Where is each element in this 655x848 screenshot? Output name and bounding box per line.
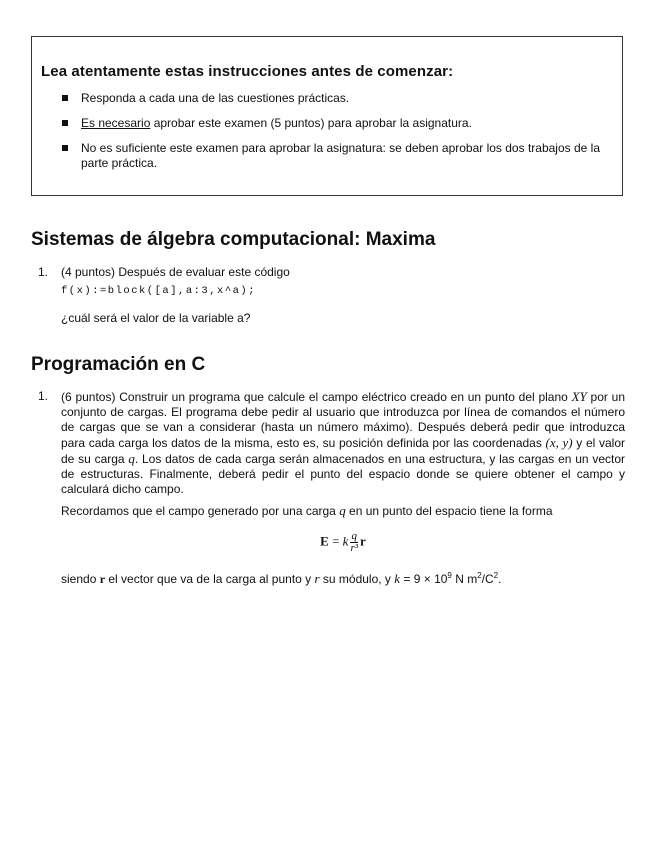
- bullet-icon: [62, 145, 68, 151]
- section-title-c: Programación en C: [31, 354, 206, 375]
- formula-intro: Recordamos que el campo generado por una carga q en un punto del espacio tiene la forma: [61, 503, 553, 518]
- instruction-item: Responda a cada una de las cuestiones prácticas.: [41, 91, 612, 106]
- instruction-item: No es suficiente este examen para aprobar la asignatura: se deben aprobar los dos trabajos de la parte práctica.: [41, 141, 612, 171]
- bullet-icon: [62, 120, 68, 126]
- question-text: ¿cuál será el valor de la variable a?: [61, 311, 251, 325]
- field-formula: E = k $\frac{q}{\text{r³}}$ r: [320, 530, 366, 554]
- c-question: 1. (6 puntos) Construir un programa que calcule el campo eléctrico creado en un punto del plano XY por un conjunto de cargas. El programa debe pedir al usuario que introduzca por línea de comandos el número de cargas que se van a considerar (hasta un número máximo). Después deberá pedir que introduzca para cada carga los datos de la misma, esto es, su posición definida por las coordenadas (x, y) y el valor de su carga q. Los datos de cada carga serán almacenados en una estructura, y las cargas en un vector de estructuras. Finalmente, deberá pedir el punto del espacio donde se quiere obtener el campo y calculará dicho campo. Recordamos que el campo generado por una carga q en un punto del espacio tiene la forma E = k $\frac{q}{\text{r³}}$ r siendo r el vector que va de la carga al punto y r su módulo, y $k = 9 \times 10^9$ N $m^2/C^2$.: [38, 389, 626, 586]
- instructions-list: [41, 91, 612, 171]
- instruction-item: Es necesario aprobar este examen (5 puntos) para aprobar la asignatura.: [41, 116, 612, 131]
- code-snippet: f(x):=block([a],a:3,x^a);: [61, 285, 257, 297]
- maxima-question: 1. (4 puntos) Después de evaluar este código f(x):=block([a],a:3,x^a); ¿cuál será el valor de la variable a?: [31, 265, 625, 326]
- formula-explanation: siendo r el vector que va de la carga al punto y r su módulo, y $k = 9 \times 10^9$ N $m^2/C^2$.: [61, 571, 502, 586]
- bullet-icon: [62, 95, 68, 101]
- question-intro: (4 puntos) Después de evaluar este código: [61, 265, 290, 279]
- instructions-title: Lea atentamente estas instrucciones antes de comenzar:: [41, 63, 454, 80]
- section-title-maxima: Sistemas de álgebra computacional: Maxima: [31, 229, 436, 250]
- question-paragraph: (6 puntos) Construir un programa que calcule el campo eléctrico creado en un punto del plano XY por un conjunto de cargas. El programa debe pedir al usuario que introduzca por línea de comandos el número de cargas que se van a considerar (hasta un número máximo). Después deberá pedir que introduzca para cada carga los datos de la misma, esto es, su posición definida por las coordenadas (x, y) y el valor de su carga q. Los datos de cada carga serán almacenados en una estructura, y las cargas en un vector de estructuras. Finalmente, deberá pedir el punto del espacio donde se quiere obtener el campo y calculará dicho campo.: [61, 389, 626, 496]
- instructions-box: [31, 36, 623, 196]
